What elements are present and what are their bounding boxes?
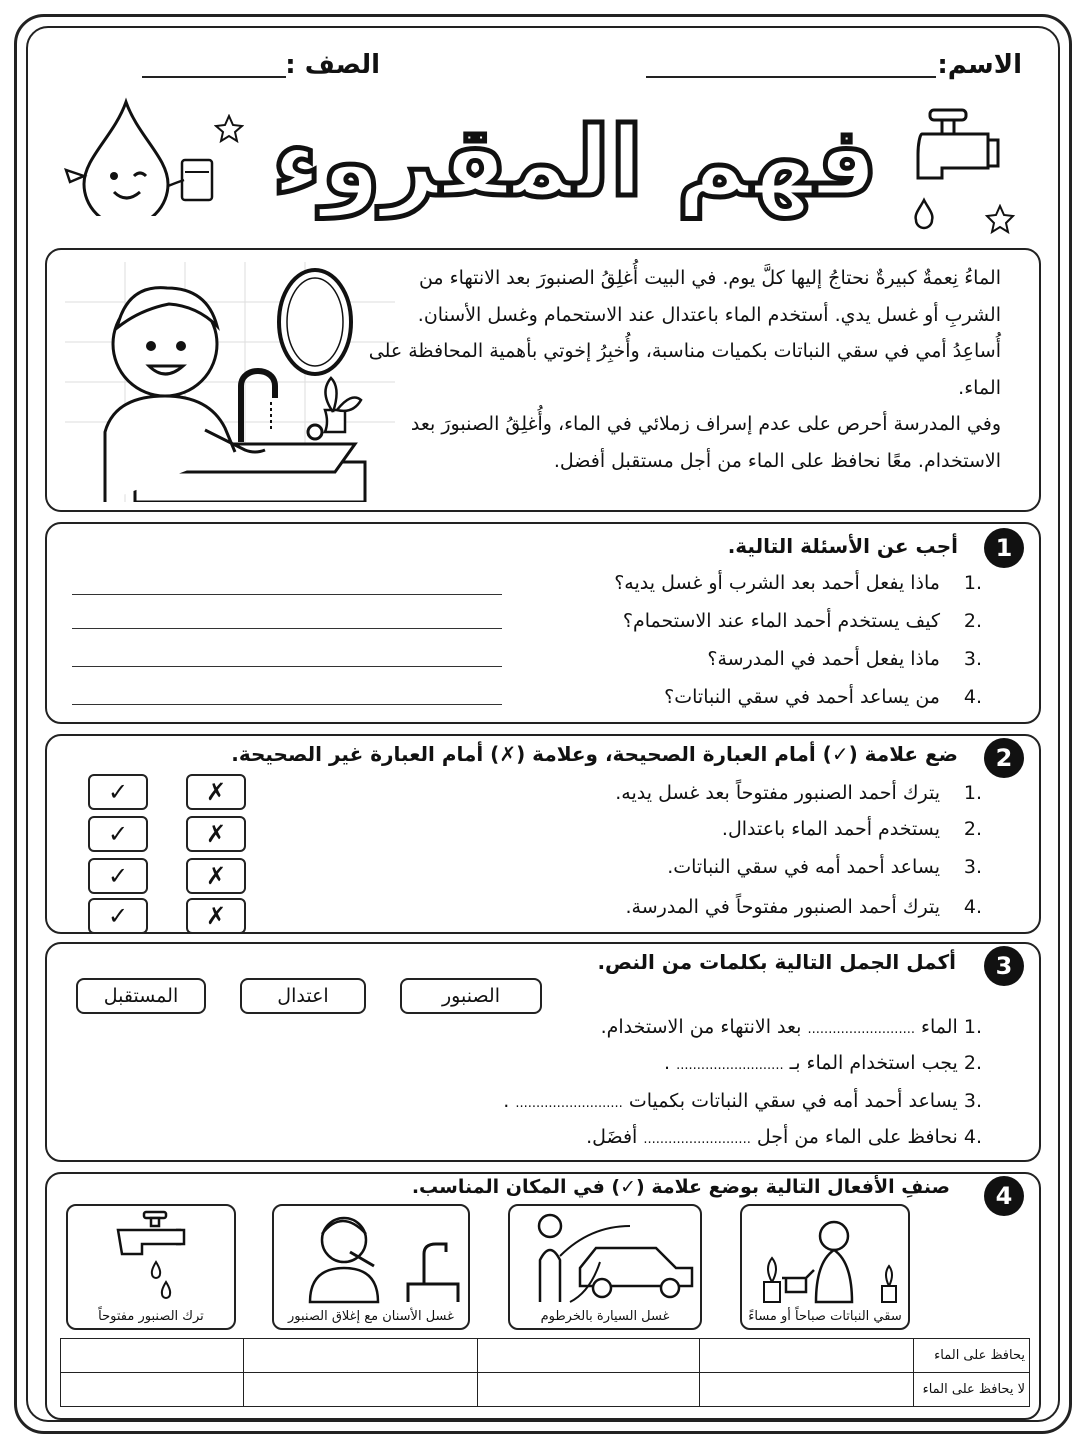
name-field[interactable]: [646, 76, 936, 78]
activity-caption: غسل الأسنان مع إغلاق الصنبور: [288, 1309, 454, 1324]
sentence-text: بعد الانتهاء من الاستخدام.: [600, 1016, 802, 1038]
word-bank-item: الصنبور: [400, 978, 542, 1014]
section-number: 3: [984, 946, 1024, 986]
check-box[interactable]: ✓: [88, 816, 148, 852]
page-title: فهم المقروء: [272, 106, 878, 218]
statement-number: .3: [963, 856, 982, 878]
sentence-3: [503, 1090, 982, 1112]
activity-card: [66, 1204, 236, 1330]
question-number: .2: [963, 610, 982, 632]
activity-card: [272, 1204, 470, 1330]
section-2-title: ضع علامة (✓) أمام العبارة الصحيحة، وعلامة (✗) أمام العبارة غير الصحيحة.: [231, 742, 958, 766]
name-label: الاسم:: [937, 50, 1022, 80]
question-text: ماذا يفعل أحمد بعد الشرب أو غسل يديه؟: [614, 572, 940, 594]
class-field[interactable]: [142, 76, 286, 78]
class-label: الصف :: [285, 50, 380, 80]
sentence-text: .: [664, 1052, 671, 1074]
table-cell[interactable]: [478, 1373, 700, 1407]
sentence-text: .: [503, 1090, 510, 1112]
section-1-title: أجب عن الأسئلة التالية.: [727, 534, 958, 558]
row-label: يحافظ على الماء: [914, 1339, 1030, 1373]
word-bank-item: المستقبل: [76, 978, 206, 1014]
word-bank-item: اعتدال: [240, 978, 366, 1014]
watering-plants-icon: [742, 1206, 912, 1306]
fill-blank[interactable]: ..........................: [515, 1096, 623, 1111]
fill-blank[interactable]: ..........................: [676, 1058, 784, 1073]
sentence-1: [601, 1016, 982, 1038]
sentence-text: أفضَل.: [586, 1126, 638, 1148]
activity-card: [508, 1204, 702, 1330]
sentence-2: [664, 1052, 982, 1074]
cross-box[interactable]: ✗: [186, 774, 246, 810]
sentence-number: .4: [963, 1126, 982, 1148]
answer-line[interactable]: [72, 704, 502, 705]
star-icon: [214, 114, 244, 144]
story-paragraph: وفي المدرسة أحرص على عدم إسراف زملائي في الماء، وأُغلِقُ الصنبورَ بعد الاستخدام. معًا نحافظ على الماء من أجل مستقبل أفضل.: [410, 413, 1001, 472]
question-number: .4: [963, 686, 982, 708]
washing-car-icon: [510, 1206, 704, 1306]
water-drop-mascot-icon: [54, 96, 234, 216]
statement-text: يترك أحمد الصنبور مفتوحاً بعد غسل يديه.: [615, 782, 940, 804]
story-text: [361, 260, 1001, 479]
fill-blank[interactable]: ..........................: [807, 1022, 915, 1037]
check-box[interactable]: ✓: [88, 858, 148, 894]
sentence-text: نحافظ على الماء من أجل: [756, 1126, 958, 1148]
sentence-number: .2: [963, 1052, 982, 1074]
table-row: [61, 1339, 1030, 1373]
cross-box[interactable]: ✗: [186, 816, 246, 852]
activity-caption: غسل السيارة بالخرطوم: [540, 1309, 670, 1324]
story-paragraph: الماءُ نِعمةٌ كبيرةٌ نحتاجُ إليها كلَّ يوم. في البيت أُغلِقُ الصنبورَ بعد الانتهاء من الشربِ أو غسل يدي. أستخدم الماء باعتدال عند الاستحمام وغسل الأسنان.: [417, 267, 1001, 326]
section-number: 2: [984, 738, 1024, 778]
cross-box[interactable]: ✗: [186, 858, 246, 894]
sentence-text: يساعد أحمد أمه في سقي النباتات بكميات: [628, 1090, 958, 1112]
statement-number: .2: [963, 818, 982, 840]
answer-line[interactable]: [72, 666, 502, 667]
activity-caption: ترك الصنبور مفتوحاً: [98, 1309, 204, 1324]
sentence-text: يجب استخدام الماء بـ: [789, 1052, 958, 1074]
sentence-text: الماء: [921, 1016, 958, 1038]
sentence-number: .3: [963, 1090, 982, 1112]
section-3-title: أكمل الجمل التالية بكلمات من النص.: [597, 950, 956, 974]
table-cell[interactable]: [700, 1339, 914, 1373]
question-number: .3: [963, 648, 982, 670]
row-label: لا يحافظ على الماء: [914, 1373, 1030, 1407]
sentence-number: .1: [963, 1016, 982, 1038]
dripping-faucet-icon: [68, 1206, 238, 1306]
table-cell[interactable]: [61, 1339, 244, 1373]
question-text: كيف يستخدم أحمد الماء عند الاستحمام؟: [622, 610, 940, 632]
table-row: [61, 1373, 1030, 1407]
table-cell[interactable]: [244, 1339, 478, 1373]
table-cell[interactable]: [244, 1373, 478, 1407]
activity-card: [740, 1204, 910, 1330]
statement-number: .4: [963, 896, 982, 918]
fill-blank[interactable]: ..........................: [643, 1132, 751, 1147]
question-text: من يساعد أحمد في سقي النباتات؟: [664, 686, 940, 708]
table-cell[interactable]: [478, 1339, 700, 1373]
star-icon: [984, 204, 1016, 236]
table-cell[interactable]: [61, 1373, 244, 1407]
check-box[interactable]: ✓: [88, 898, 148, 934]
statement-text: يساعد أحمد أمه في سقي النباتات.: [667, 856, 940, 878]
statement-number: .1: [963, 782, 982, 804]
section-4-title: صنفِ الأفعال التالية بوضع علامة (✓) في المكان المناسب.: [411, 1176, 950, 1198]
check-box[interactable]: ✓: [88, 774, 148, 810]
story-paragraph: أُساعِدُ أمي في سقي النباتات بكميات مناسبة، وأُخبِرُ إخوتي بأهمية المحافظة على الماء.: [368, 340, 1001, 399]
story-box: [45, 248, 1041, 512]
cross-box[interactable]: ✗: [186, 898, 246, 934]
question-number: .1: [963, 572, 982, 594]
section-number: 4: [984, 1176, 1024, 1216]
sentence-4: [586, 1126, 982, 1148]
statement-text: يستخدم أحمد الماء باعتدال.: [721, 818, 940, 840]
brushing-teeth-icon: [274, 1206, 472, 1306]
question-text: ماذا يفعل أحمد في المدرسة؟: [707, 648, 940, 670]
answer-line[interactable]: [72, 628, 502, 629]
section-number: 1: [984, 528, 1024, 568]
boy-washing-hands-icon: [65, 262, 395, 502]
answer-line[interactable]: [72, 594, 502, 595]
statement-text: يترك أحمد الصنبور مفتوحاً في المدرسة.: [625, 896, 940, 918]
classification-table: [60, 1338, 1030, 1407]
activity-caption: سقي النباتات صباحاً أو مساءً: [748, 1309, 902, 1324]
table-cell[interactable]: [700, 1373, 914, 1407]
